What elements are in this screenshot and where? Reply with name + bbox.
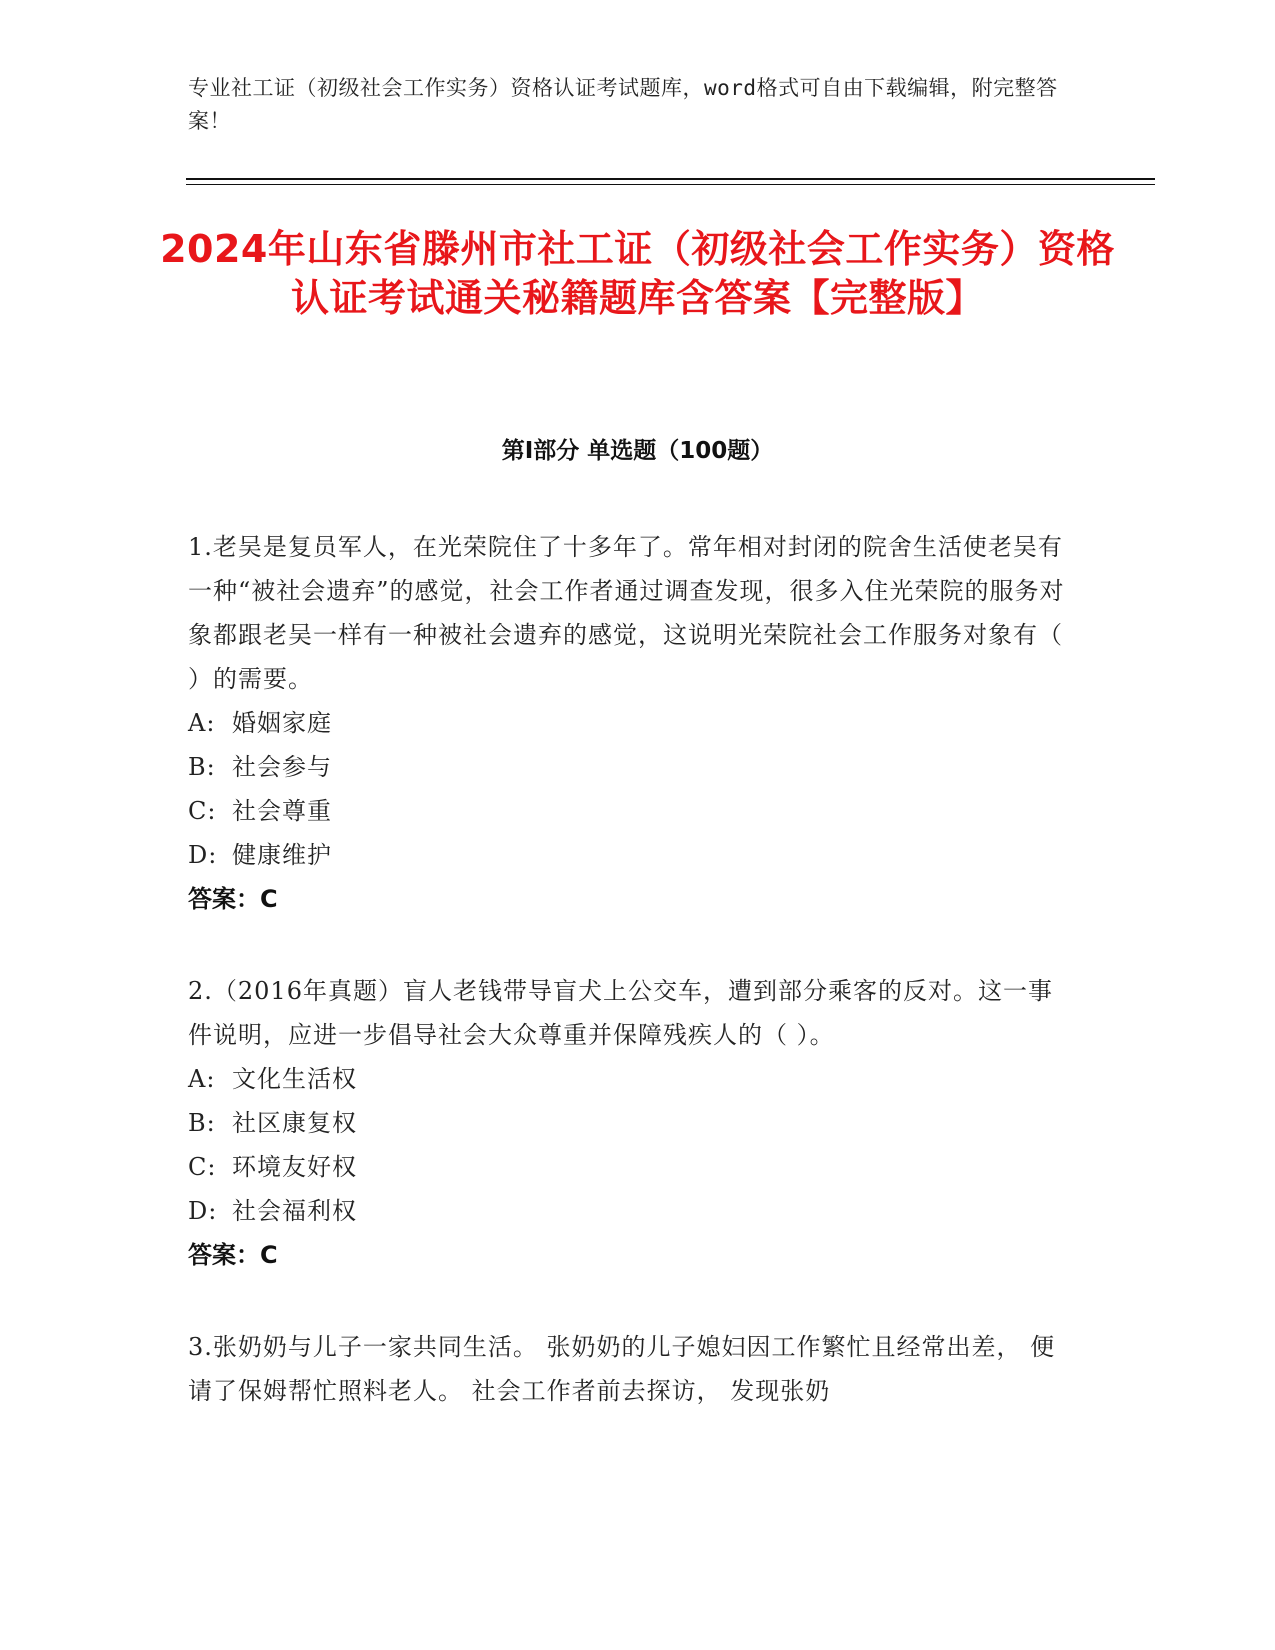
option-text: 社会参与 (232, 753, 332, 781)
question-1 (188, 525, 1068, 921)
option-text: 社会尊重 (232, 797, 332, 825)
option-text: 环境友好权 (232, 1153, 357, 1181)
document-title: 2024年山东省滕州市社工证（初级社会工作实务）资格认证考试通关秘籍题库含答案【完整版】 (160, 227, 1115, 320)
option-key: D: (188, 841, 218, 869)
question-3 (188, 1325, 1068, 1413)
option-key: C: (188, 797, 217, 825)
header-divider-thin (186, 184, 1155, 185)
option-text: 婚姻家庭 (232, 709, 332, 737)
option-text: 社区康复权 (232, 1109, 357, 1137)
answer-label: 答案：C (188, 1241, 278, 1269)
header-divider-thick (186, 178, 1155, 180)
option-d (188, 1189, 1068, 1233)
option-key: A: (188, 1065, 216, 1093)
section-title: 第Ⅰ部分 单选题（100题） (501, 438, 774, 464)
option-a (188, 1057, 1068, 1101)
question-stem: 2.（2016年真题）盲人老钱带导盲犬上公交车，遭到部分乘客的反对。这一事件说明，应进一步倡导社会大众尊重并保障残疾人的（ ）。 (188, 977, 1053, 1049)
header-note: 专业社工证（初级社会工作实务）资格认证考试题库，word格式可自由下载编辑，附完整答案！ (188, 76, 1058, 133)
option-c (188, 1145, 1068, 1189)
option-b (188, 1101, 1068, 1145)
question-stem: 3.张奶奶与儿子一家共同生活。 张奶奶的儿子媳妇因工作繁忙且经常出差， 便请了保姆帮忙照料老人。 社会工作者前去探访， 发现张奶 (188, 1333, 1056, 1405)
option-d (188, 833, 1068, 877)
option-key: B: (188, 753, 216, 781)
question-2 (188, 969, 1068, 1277)
answer-label: 答案：C (188, 885, 278, 913)
option-text: 社会福利权 (232, 1197, 357, 1225)
option-b (188, 745, 1068, 789)
question-list (188, 525, 1068, 1461)
option-key: A: (188, 709, 216, 737)
question-stem: 1.老吴是复员军人，在光荣院住了十多年了。常年相对封闭的院舍生活使老吴有一种“被社会遗弃”的感觉，社会工作者通过调查发现，很多入住光荣院的服务对象都跟老吴一样有一种被社会遗弃的感觉，这说明光荣院社会工作服务对象有（ ）的需要。 (188, 533, 1065, 693)
option-key: D: (188, 1197, 218, 1225)
option-key: B: (188, 1109, 216, 1137)
option-text: 文化生活权 (232, 1065, 357, 1093)
option-c (188, 789, 1068, 833)
option-a (188, 701, 1068, 745)
option-text: 健康维护 (232, 841, 332, 869)
option-key: C: (188, 1153, 217, 1181)
